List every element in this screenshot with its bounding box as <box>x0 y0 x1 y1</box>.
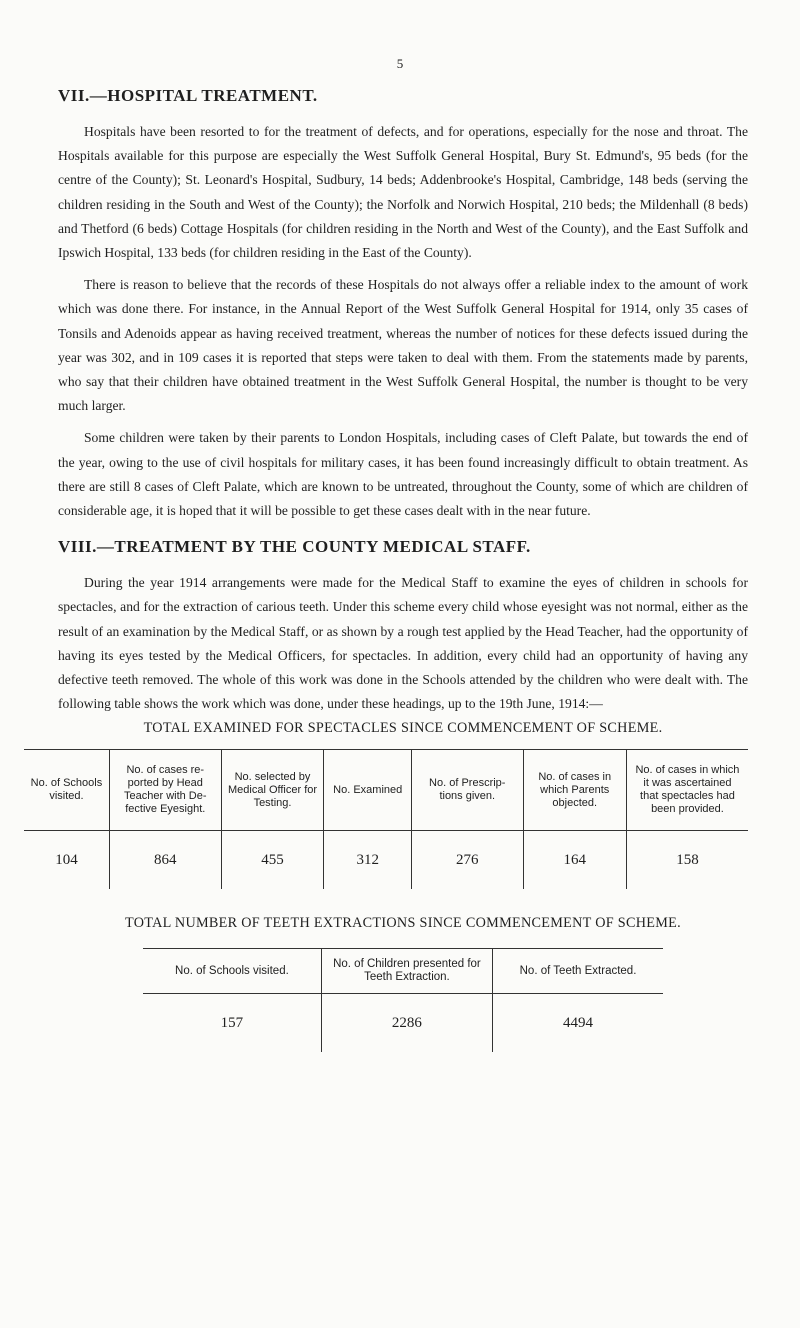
table-header-row <box>143 949 663 994</box>
table-row <box>143 994 663 1053</box>
table-cell: 164 <box>523 831 626 890</box>
page-number: 5 <box>396 56 404 71</box>
table-header-cell: No. of Children presented for Teeth Extraction. <box>321 949 492 994</box>
section-8-paragraph: During the year 1914 arrangements were made for the Medical Staff to examine the eyes of children in schools for spectacles, and for the extraction of carious teeth. Under this scheme every child whose eyesight was not normal, either as the result of an examination by the Medical Staff, or as shown by a rough test applied by the Head Teacher, had the opportunity of having its eyes tested by the Medical Officers, for spectacles. In addition, every child had an opportunity of having any defective teeth removed. The whole of this work was done in the Schools attended by the children who were dealt with. The following table shows the work which was done, under these headings, up to the 19th June, 1914:— <box>58 575 748 712</box>
table-header-row <box>24 750 748 831</box>
table-header-cell: No. selected by Medical Officer for Testing. <box>221 750 324 831</box>
table-cell: 2286 <box>321 994 492 1053</box>
table-cell: 455 <box>221 831 324 890</box>
table-header-cell: No. of Teeth Extracted. <box>493 949 663 994</box>
table-header-cell: No. of cases in which it was ascertained that spectacles had been provided. <box>626 750 748 831</box>
table-cell: 312 <box>324 831 412 890</box>
section-7-heading: VII.—HOSPITAL TREATMENT. <box>58 86 318 105</box>
table-header-cell: No. of Schools visited. <box>143 949 321 994</box>
table-cell: 104 <box>24 831 109 890</box>
teeth-table <box>143 948 663 1052</box>
table-cell: 4494 <box>493 994 663 1053</box>
table-cell: 158 <box>626 831 748 890</box>
table-header-cell: No. of Prescrip-tions given. <box>412 750 524 831</box>
table-header-cell: No. of cases re-ported by Head Teacher with De-fective Eyesight. <box>109 750 221 831</box>
table-row <box>24 831 748 890</box>
table-header-cell: No. of cases in which Parents objected. <box>523 750 626 831</box>
table-cell: 276 <box>412 831 524 890</box>
spectacles-table-title: TOTAL EXAMINED FOR SPECTACLES SINCE COMMENCEMENT OF SCHEME. <box>143 720 663 737</box>
section-7-paragraph-3: Some children were taken by their parents to London Hospitals, including cases of Cleft Palate, but towards the end of the year, owing to the use of civil hospitals for military cases, it has been found increasingly difficult to obtain treatment. As there are still 8 cases of Cleft Palate, which are known to be untreated, throughout the County, some of which are children of considerable age, it is hoped that it will be possible to get these cases dealt with in the near future. <box>58 430 748 519</box>
section-7-paragraph-1: Hospitals have been resorted to for the treatment of defects, and for operations, especially for the nose and throat. The Hospitals available for this purpose are especially the West Suffolk General Hospital, Bury St. Edmund's, 95 beds (for the centre of the County); St. Leonard's Hospital, Sudbury, 14 beds; Addenbrooke's Hospital, Cambridge, 148 beds (serving the children residing in the South and West of the County); the Norfolk and Norwich Hospital, 210 beds; the Mildenhall (8 beds) and Thetford (6 beds) Cottage Hospitals (for children residing in the North and West of the County), and the East Suffolk and Ipswich Hospital, 133 beds (for children residing in the East of the County). <box>58 124 748 261</box>
table-cell: 157 <box>143 994 321 1053</box>
table-header-cell: No. of Schools visited. <box>24 750 109 831</box>
document-body <box>30 86 748 1052</box>
section-8-heading: VIII.—TREATMENT BY THE COUNTY MEDICAL STAFF. <box>58 537 531 557</box>
spectacles-table <box>24 749 748 889</box>
teeth-table-title: TOTAL NUMBER OF TEETH EXTRACTIONS SINCE COMMENCEMENT OF SCHEME. <box>125 915 681 932</box>
table-header-cell: No. Examined <box>324 750 412 831</box>
table-cell: 864 <box>109 831 221 890</box>
section-7-paragraph-2: There is reason to believe that the records of these Hospitals do not always offer a reliable index to the amount of work which was done there. For instance, in the Annual Report of the West Suffolk General Hospital for 1914, only 35 cases of Tonsils and Adenoids appear as having received treatment, whereas the number of notices for these defects issued during the year was 302, and in 109 cases it is reported that steps were taken to deal with them. From the statements made by parents, who say that their children have obtained treatment in the West Suffolk General Hospital, the number is thought to be very much larger. <box>58 277 748 414</box>
